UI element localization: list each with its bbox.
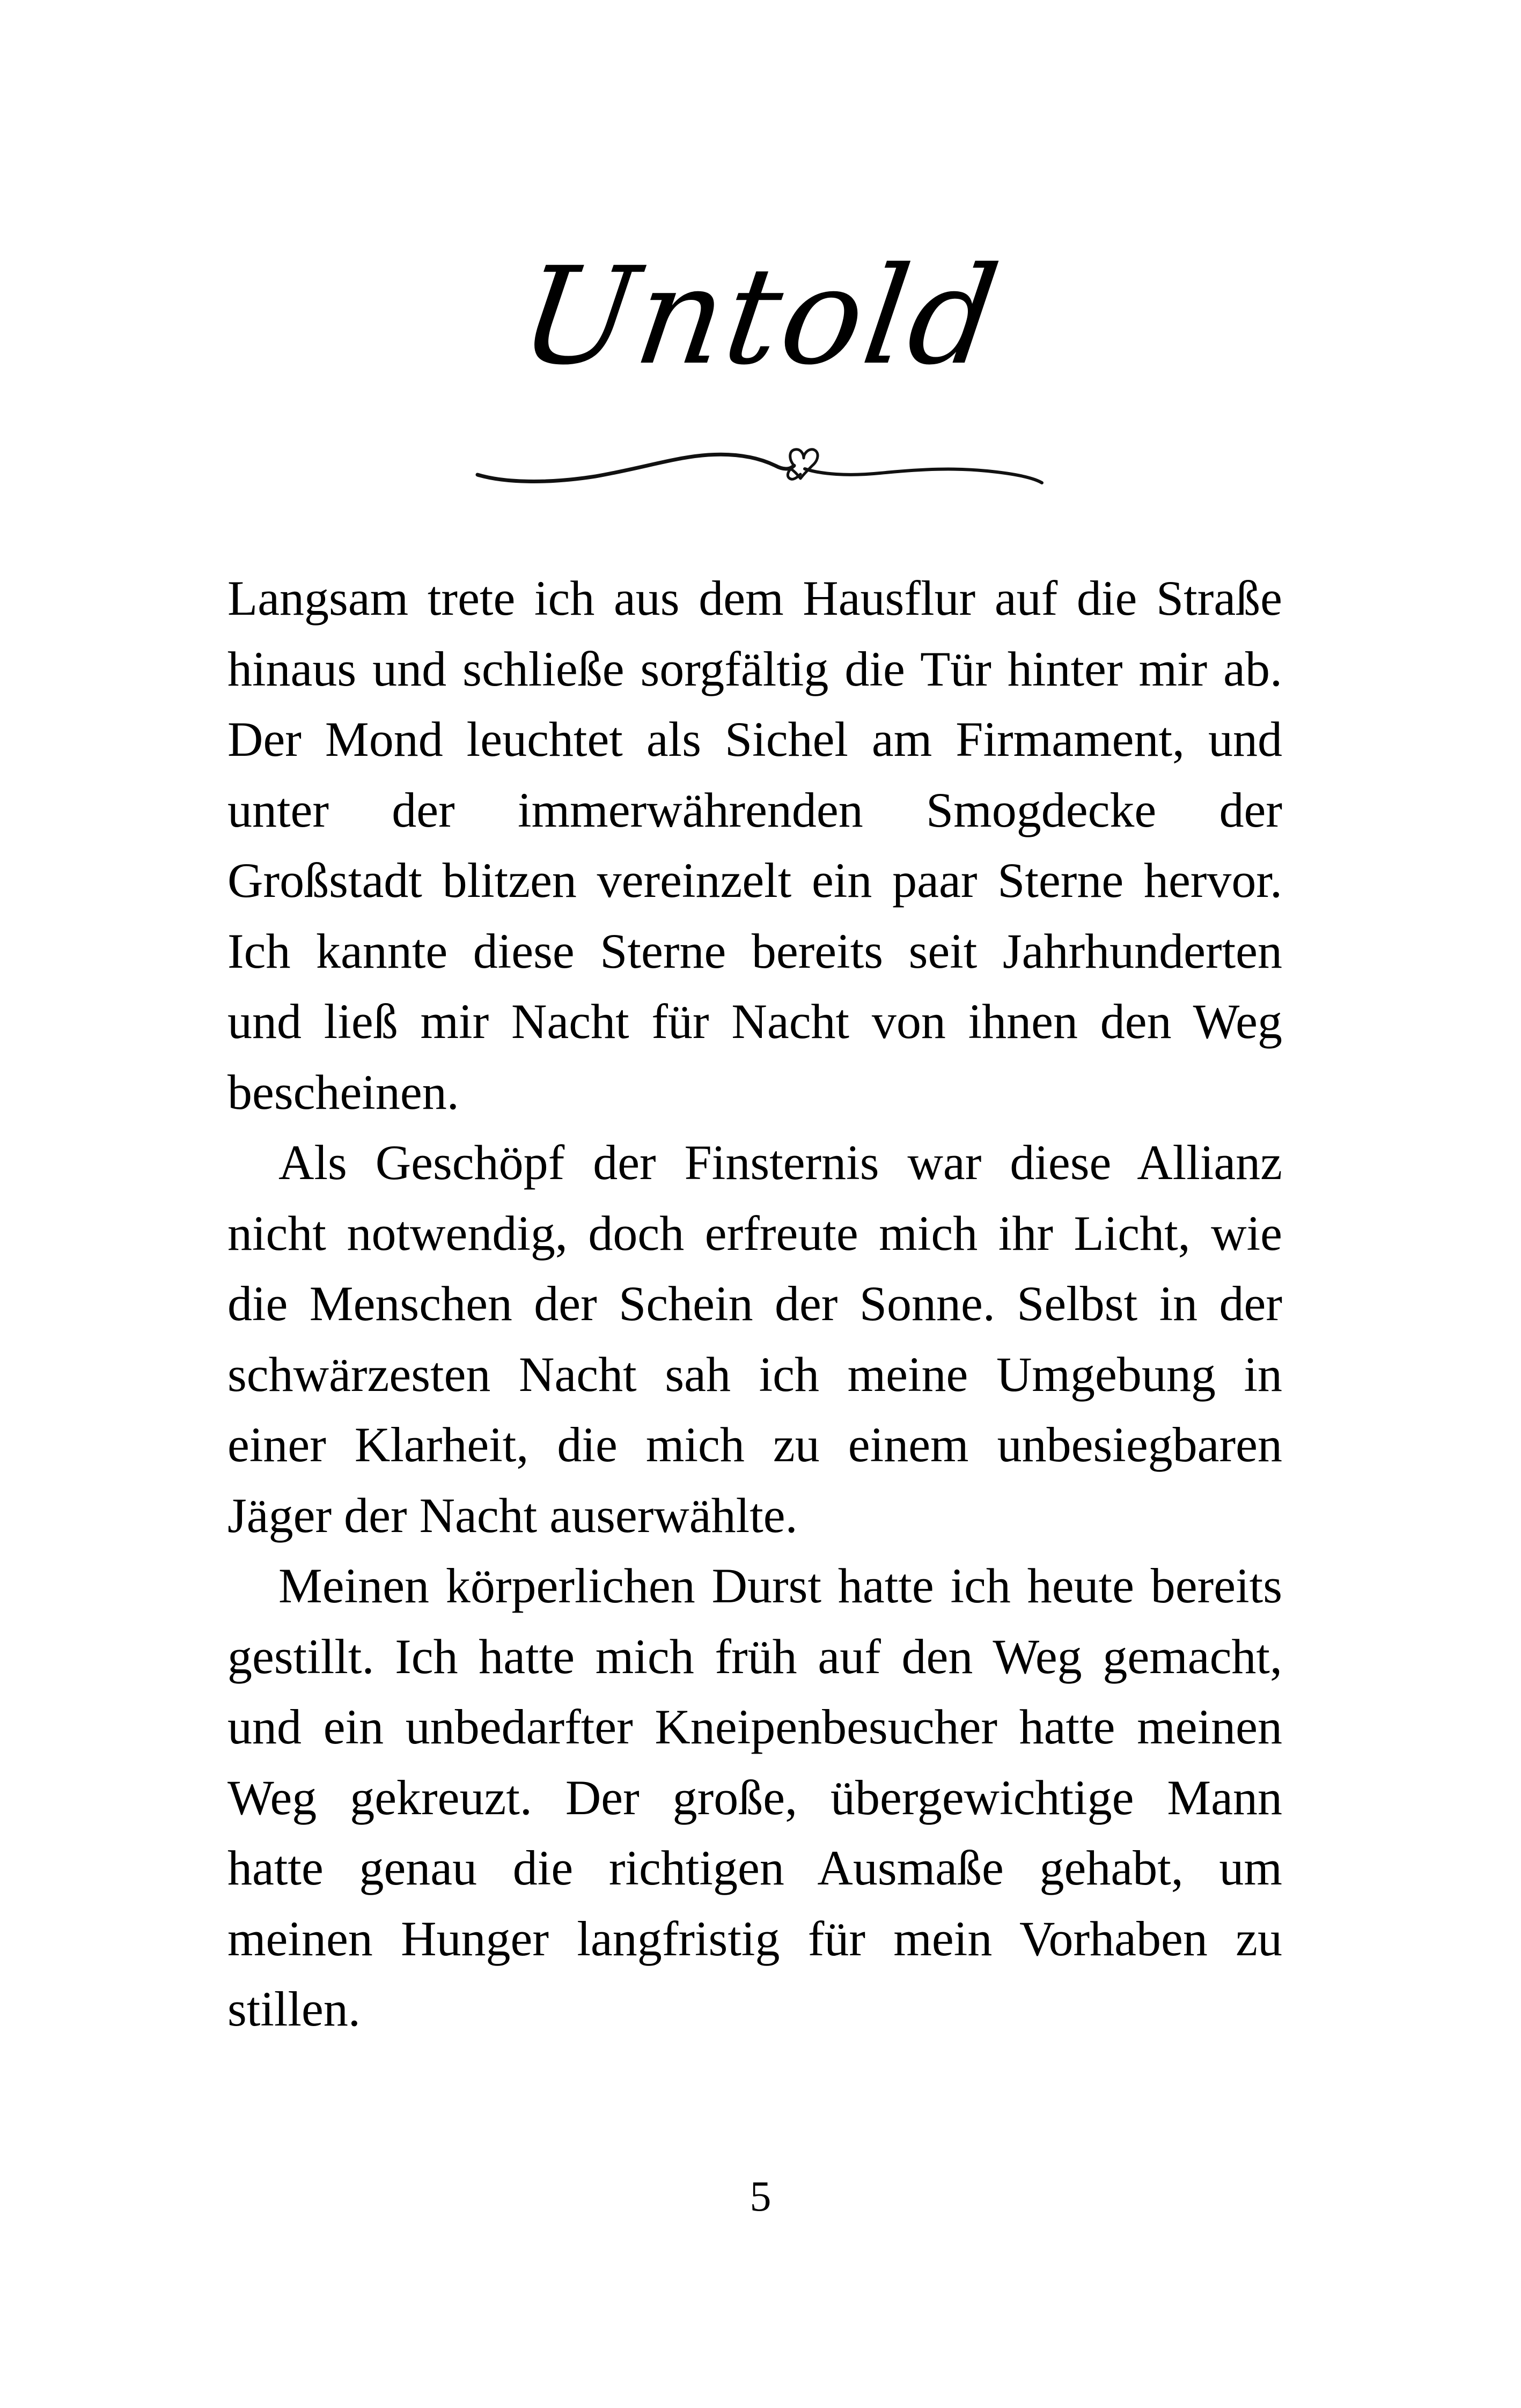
swirl-heart-divider-icon bbox=[472, 424, 1046, 499]
paragraph-2: Als Geschöpf der Finsternis war diese Allianz nicht notwendig, doch erfreute mich ihr Licht, wie die Menschen der Schein der Sonne. Selbst in der schwärzesten Nacht sah ich meine Umgebung in einer Klarheit, die mich zu einem unbesiegbaren Jäger der Nacht auserwählte. bbox=[227, 1135, 1282, 1543]
chapter-title: Untold bbox=[511, 238, 1010, 394]
body-text bbox=[227, 563, 1282, 2045]
paragraph-1: Langsam trete ich aus dem Hausflur auf die Straße hinaus und schließe sorgfältig die Tür hinter mir ab. Der Mond leuchtet als Sichel am Firmament, und unter der immerwährenden Smogdecke der Großstadt blitzen vereinzelt ein paar Sterne hervor. Ich kannte diese Sterne bereits seit Jahrhunderten und ließ mir Nacht für Nacht von ihnen den Weg bescheinen. bbox=[227, 571, 1282, 1120]
page-number: 5 bbox=[750, 2173, 771, 2220]
paragraph-3: Meinen körperlichen Durst hatte ich heute bereits gestillt. Ich hatte mich früh auf den Weg gemacht, und ein unbedarfter Kneipenbesucher hatte meinen Weg gekreuzt. Der große, übergewichtige Mann hatte genau die richtigen Ausmaße gehabt, um meinen Hunger langfristig für mein Vorhaben zu stillen. bbox=[227, 1558, 1282, 2036]
